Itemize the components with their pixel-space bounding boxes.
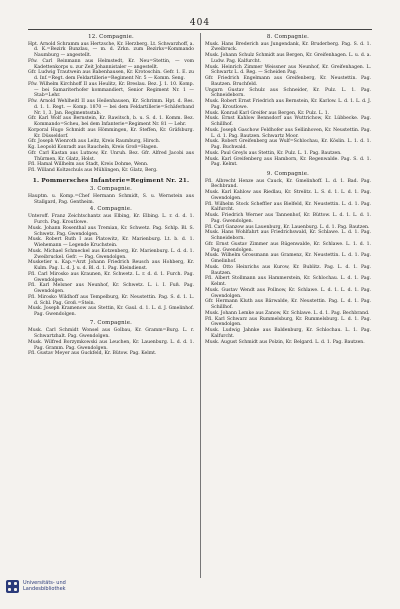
roster-entry: Gfr. Joseph Wienroth aus Leitz, Kreis Raumburg, Hirsch.: [28, 139, 161, 145]
section-heading: 1. Pommersches Infanterie=Regiment Nr. 21.: [32, 177, 190, 184]
roster-entry: Musk. Johann Schulz Schmidt aus Bergen, Kr. Greifenhagen. L. u. d. a. Ludw. Pag. Kalfurcht.: [205, 53, 371, 64]
library-logo-icon: [6, 580, 19, 593]
roster-entry: Kg. Leopold Konradt aus Raucheln, Kreis Groß=Hagen.: [28, 145, 158, 150]
roster-entry: Ffl. Gustav Meyer aus Guckfeld, Kr. Bütow. Pag. Kelmt.: [28, 351, 157, 357]
logo-line-2: Landesbibliothek: [23, 586, 66, 592]
header-rule: [28, 29, 372, 30]
roster-entry: Musk. Joseph Kramenow aus Stettin, Kr. Gaul. d. 1. L. d. J. Gmelinhof. Pag. Gwendolgen.: [28, 306, 194, 317]
roster-entry: Ffl. Albert Stollmann aus Hammerstein, Kr. Schlochau. L. d. 1. Pag. Kelmt.: [205, 276, 371, 287]
section-heading: 12. Compagnie.: [88, 33, 134, 40]
roster-entry: Musk. August Schmidt aus Polzin, Kr. Belgard. L. d. 1. Pag. Bautzen.: [205, 339, 365, 345]
roster-entry: Musk. Hans Wohlfahrt aus Friedrichswald, Kr. Schlawe. L. d. 1. Pag. Schneideborn.: [205, 230, 371, 241]
roster-entry: Musk. Ernst Kahlow Bennsdorf aus Wuttrichow, Kr. Lübbecke. Pag. Schillhof.: [205, 116, 371, 127]
roster-entry: Ffl. Mirosko Wildhoff aus Tempelburg, Kr. Neustettin. Pag. S. d. 1. L. d. Schl. Pag. Groß.=Stein.: [28, 294, 194, 306]
roster-entry: Musk. Robert Greifenberg aus Wulf=Schlochau, Kr. Köslin. L. 1. d. 1. Pag. Buchwald.: [205, 139, 371, 150]
roster-entry: Musk. Karl Greifenberg aus Hamborn, Kr. Regenwalde. Pag. S. d. 1. Pag. Kelmt.: [205, 156, 371, 168]
roster-entry: Musk. Friedrich Werner aus Tannenhof, Kr. Büttow. L. d. 1. L. d. 1. Pag. Gwendolgen.: [205, 213, 371, 224]
section-heading: 3. Compagnie.: [89, 186, 133, 193]
roster-entry: Musk. Ludwig Jahnke aus Baldenburg, Kr. Schlochau. L. 1. Pag. Kalfurcht.: [205, 328, 371, 339]
roster-entry: Ffl. Hamal Willhelm aus Stadt, Kreis Dohme, Wenn.: [28, 162, 149, 168]
roster-entry: Ffl. Willand Koltzschuls aus Mühlingen, Kr. Glatz, Berg.: [28, 168, 158, 173]
library-logo-text: [23, 580, 66, 592]
section-heading: 8. Compagnie.: [266, 33, 310, 40]
roster-entry: Musk. Wilhelm Grossmann aus Gramenz, Kr. Neustettin. L. d. 1. Pag. Gmelinhof.: [205, 253, 371, 264]
roster-entry: Ffw. Carl Reinmann aus Helmstedt, Kr. Neu=Stettin, — vom Kadettenkorps u. zur Zeit Johannistaler — angestellt.: [28, 58, 194, 70]
column-divider: [200, 33, 201, 578]
roster-entry: Musk. Karl Kahlow aus Riedlau, Kr. Strelitz. L. S. d. 1. L. d. 1. Pag. Gwendolgen.: [205, 190, 371, 201]
roster-entry: Musk. Wilfred Borzymkowski aus Leuchen, Kr. Lauenburg. L. d. d. 1. Pag. Gramm. Pag. Gwendolgen.: [28, 339, 194, 351]
roster-entry: Ffl. Wilhelm Stock Scheffler aus Bielfeld, Kr. Neustettin. L. d. 1. Pag. Kalfurcht.: [205, 201, 371, 213]
section-heading: 7. Compagnie.: [89, 320, 133, 327]
roster-entry: Musk. Robert Ruth I aus Platowitz, Kr. Marienburg. Lt. b. d. 1. Wiehemann — Legende Kruchstein.: [28, 237, 194, 248]
roster-entry: Gfr. Carl Kastan aus Lutnow, Kr. Unruh. Bez. Gfr. Alfred Jacobi aus Thürmen, Kr. Glatz, Holst.: [28, 150, 194, 162]
roster-entry: Musk. Joseph Gaschow Feldhofer aus Sellinhoven, Kr. Neustettin. Pag. L. d. 1. Pag. Bautzen. Schwartz Moor.: [205, 127, 371, 139]
roster-entry: Unteroff. Franz Zeichtschantz aus Elbing, Kr. Elbing. L. r. d. d. 1. Furch. Pag. Kroutlowe.: [28, 214, 194, 225]
roster-entry: Musk. Johann Rosenthal aus Tremian, Kr. Schwetz. Pag. Schlp. Bl. S. Schwetz. Pag. Gwendolgen.: [28, 225, 194, 237]
roster-entry: Gfr. Hermann Kluth aus Bärwalde, Kr. Neustettin. Pag. L. d. 1. Pag. Schillhof.: [205, 299, 371, 310]
roster-entry: Musk. Gustav Wendt aus Pollnow, Kr. Schlawe. L. d. 1. L. d. 1. Pag. Gwendolgen.: [205, 287, 371, 299]
roster-entry: Musk. Paul Greyls aus Stettin, Kr. Pulz. L. 1. Pag. Bautzen.: [205, 150, 342, 156]
roster-entry: Korporal Hugo Schmidt aus Hömmingen, Kr. Steffen, Kr. Gräfsburg. Kr. Düsseldorf.: [28, 127, 194, 139]
roster-entry: Musk. Hans Brederich aus Jungendank, Kr. Bruderberg. Pag. S. d. 1. Zweibruck.: [205, 41, 371, 53]
roster-entry: Musk. Carl Schmidt Wonsel aus Golbau, Kr. Gramm=Burg. L. r. Schwartzhalt. Pag. Gwendolgen.: [28, 328, 194, 339]
section-heading: 4. Compagnie.: [89, 206, 133, 213]
roster-entry: Gfr. Ernst Gustav Zimmer aus Rügenwalde, Kr. Schlawe. L. 1. d. 1. Pag. Gwendolgen.: [205, 241, 371, 253]
section-spacer: [28, 174, 194, 176]
roster-entry: Musk. Michael Schmeckel aus Kotzenberg, Kr. Marienburg. L. d. d. 1. Zweibruckel. Gefr. — Pag. Gwendolgen.: [28, 248, 194, 260]
roster-entry: Ffl. Karl Schwarz aus Rummelsburg, Kr. Rummelsburg. L. d. 1. Pag. Gwendolgen.: [205, 316, 371, 328]
roster-entry: Musk. Heinrich Zimmer Weissner aus Neunhof, Kr. Greifenhagen. L. Schwartz L. d. Reg. — Scheiden Pag.: [205, 64, 371, 76]
roster-entry: Ungarn Gustav Schulz aus Schneider, Kr. Pulz. L. 1. Pag. Schneideborn.: [205, 87, 371, 99]
roster-entry: Musk. Robert Ernst Friedrich aus Bernstein, Kr. Karlow. L. d. 1. L. d. J. Pag. Kroutlowe.: [205, 99, 371, 110]
roster-entry: Hauptm. u. Komp.=Chef Hermann Schmidt, S. u. Wernstein aus Stallgard, Pag. Gentheim.: [28, 194, 194, 205]
roster-entry: Ffl. Carl Ganzow aus Lauenburg, Kr. Lauenburg. L. d. 1. Pag. Bautzen.: [205, 224, 370, 230]
roster-entry: Musk. Johann Lemke aus Zanow, Kr. Schlawe. L. d. 1. Pag. Bechbrand.: [205, 310, 370, 316]
section-heading: 9. Compagnie.: [266, 170, 310, 177]
roster-entry: Ffl. Albrecht Henze aus Cauck, Kr. Gmelinhoff. L. d. 1. Bad. Pag. Bechbrand.: [205, 178, 371, 190]
roster-entry: Ffl. Karl Melsner aus Neunhof, Kr. Schwetz. L. i. I. Fuß. Pag. Gwendolgen.: [28, 283, 194, 294]
roster-entry: Gfr. Friedrich Engelmann aus Greifenberg, Kr. Neustettin. Pag. Bautzen. Bruchfeld.: [205, 76, 371, 87]
roster-entry: Ffw. Wilhelm Kirchhoff II aus Heulitz, Kr. Breslau. Bez. J. 1. 10. Komp. — bei Samariterhofer kommandiert, Senior Regiment Nr. 1 — Stab=Lehr.: [28, 81, 194, 99]
roster-entry: Gfr. Ludwig Trautwein aus Babenhausen, Kr. Krotoschin. Gefr. 1. E. zu d. Inf.=Regt. dem Feldartillerie=Regiment Nr. 5 — Komm. Seng.: [28, 70, 194, 81]
roster-entry: Hpt. Arnold Schramm aus Hertzsche, Kr. Herzberg. Lt. Schwarzhoff, a. d. K.=Bezirk Bunzlau, — m. d. Zrkn. zum Bezirks=Kommando Naumburg — angestellt.: [28, 41, 194, 58]
right-column: [205, 33, 371, 581]
roster-entry: Ffw. Arnold Wehlheitl II aus Heilenhausen, Kr. Schrimm. Hpt. d. Res. d. 1. 1. Regt. — Komp. 1870 — bei dem Feldartillerie=Schäferband Nr. 1, 3. Jan. Regimentsstab.: [28, 99, 194, 116]
left-column: [28, 33, 194, 581]
roster-entry: Ffl. Carl Mirosko aus Kraunen, Kr. Schwetz. L. r. d. d. 1. Furch. Pag. Gwendolgen.: [28, 271, 194, 283]
roster-entry: Gfr. Karl Wolf aus Bernstein, Kr. Rawitsch, b. u. S. d. 1. Komm. Bez. Kommando=Scheu, bei dem Infanterie=Regiment Nr. 81 — Lehr.: [28, 116, 194, 127]
logo-line-1: Universitäts- und: [23, 580, 66, 586]
roster-entry: Musk. Konrad Karl Greifer aus Bergen, Kr. Pulz. L. 1.: [205, 110, 330, 116]
page-number: 404: [189, 18, 211, 28]
roster-entry: Musketier u. Kap.=Arzt Johann Friedrich Reusch aus Hohberg, Kr. Kulm. Pag. L. d. J. u. d. Bl. d. 1. Pag. Kleindienst.: [28, 260, 194, 271]
library-logo: [6, 578, 146, 600]
roster-entry: Musk. Otto Heinrichs aus Kurow, Kr. Bublitz. Pag. L. d. 1. Pag. Bautzen.: [205, 264, 371, 276]
